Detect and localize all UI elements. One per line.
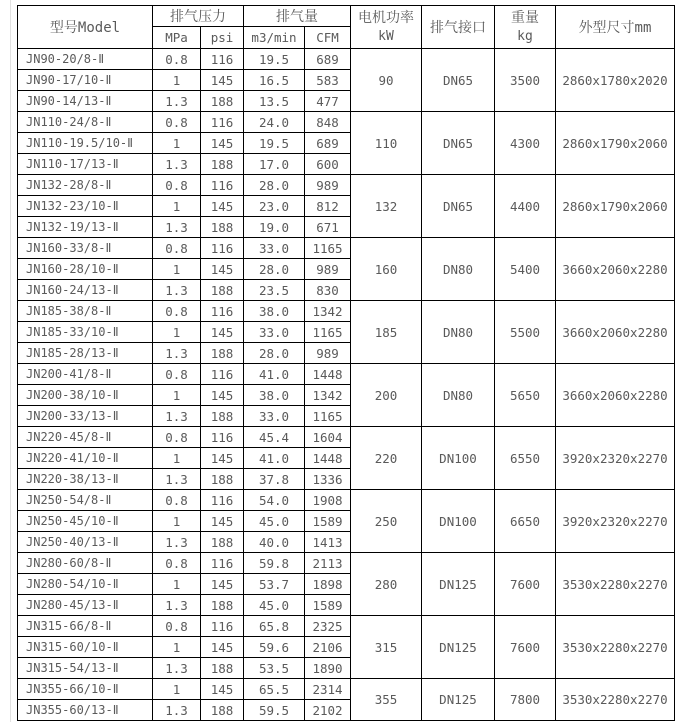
outlet-cell: DN80: [422, 364, 495, 427]
capacity-cfm-cell: 689: [305, 49, 351, 70]
capacity-m3min-cell: 40.0: [244, 532, 305, 553]
pressure-psi-cell: 145: [201, 196, 244, 217]
capacity-cfm-cell: 1604: [305, 427, 351, 448]
header-mpa: MPa: [153, 27, 201, 49]
capacity-m3min-cell: 45.0: [244, 511, 305, 532]
outlet-cell: DN100: [422, 427, 495, 490]
dimensions-cell: 3920x2320x2270: [556, 427, 675, 490]
header-weight: [495, 6, 556, 49]
pressure-psi-cell: 145: [201, 322, 244, 343]
capacity-m3min-cell: 65.5: [244, 679, 305, 700]
weight-cell: 5500: [495, 301, 556, 364]
model-cell: JN250-40/13-Ⅱ: [18, 532, 153, 553]
model-cell: JN220-38/13-Ⅱ: [18, 469, 153, 490]
capacity-m3min-cell: 33.0: [244, 238, 305, 259]
capacity-m3min-cell: 19.5: [244, 133, 305, 154]
header-weight-label: 重量: [511, 9, 539, 26]
capacity-cfm-cell: 1589: [305, 511, 351, 532]
pressure-mpa-cell: 0.8: [153, 238, 201, 259]
outlet-cell: DN100: [422, 490, 495, 553]
pressure-psi-cell: 116: [201, 238, 244, 259]
capacity-cfm-cell: 989: [305, 175, 351, 196]
pressure-psi-cell: 188: [201, 658, 244, 679]
capacity-m3min-cell: 17.0: [244, 154, 305, 175]
pressure-psi-cell: 116: [201, 112, 244, 133]
pressure-psi-cell: 145: [201, 511, 244, 532]
model-cell: JN185-28/13-Ⅱ: [18, 343, 153, 364]
capacity-cfm-cell: 1448: [305, 448, 351, 469]
model-cell: JN160-33/8-Ⅱ: [18, 238, 153, 259]
pressure-mpa-cell: 1: [153, 637, 201, 658]
capacity-m3min-cell: 45.4: [244, 427, 305, 448]
capacity-m3min-cell: 45.0: [244, 595, 305, 616]
capacity-cfm-cell: 848: [305, 112, 351, 133]
pressure-psi-cell: 145: [201, 574, 244, 595]
capacity-cfm-cell: 583: [305, 70, 351, 91]
dimensions-cell: 3530x2280x2270: [556, 553, 675, 616]
pressure-psi-cell: 188: [201, 217, 244, 238]
capacity-m3min-cell: 23.0: [244, 196, 305, 217]
pressure-psi-cell: 188: [201, 532, 244, 553]
motor-power-cell: 250: [351, 490, 422, 553]
pressure-psi-cell: 116: [201, 616, 244, 637]
dimensions-cell: 3660x2060x2280: [556, 364, 675, 427]
pressure-mpa-cell: 1.3: [153, 154, 201, 175]
weight-cell: 3500: [495, 49, 556, 112]
capacity-m3min-cell: 38.0: [244, 301, 305, 322]
model-cell: JN90-17/10-Ⅱ: [18, 70, 153, 91]
capacity-m3min-cell: 53.5: [244, 658, 305, 679]
pressure-mpa-cell: 1.3: [153, 595, 201, 616]
motor-power-cell: 185: [351, 301, 422, 364]
header-motor-power-unit: kW: [378, 28, 394, 44]
capacity-cfm-cell: 1165: [305, 238, 351, 259]
weight-cell: 6550: [495, 427, 556, 490]
outlet-cell: DN80: [422, 301, 495, 364]
dimensions-cell: 3660x2060x2280: [556, 301, 675, 364]
model-cell: JN200-41/8-Ⅱ: [18, 364, 153, 385]
capacity-m3min-cell: 28.0: [244, 343, 305, 364]
capacity-cfm-cell: 689: [305, 133, 351, 154]
model-cell: JN185-33/10-Ⅱ: [18, 322, 153, 343]
capacity-m3min-cell: 54.0: [244, 490, 305, 511]
weight-cell: 5650: [495, 364, 556, 427]
table-row: [18, 49, 675, 70]
motor-power-cell: 160: [351, 238, 422, 301]
model-cell: JN200-38/10-Ⅱ: [18, 385, 153, 406]
table-row: [18, 175, 675, 196]
table-row: [18, 490, 675, 511]
capacity-m3min-cell: 65.8: [244, 616, 305, 637]
capacity-cfm-cell: 1589: [305, 595, 351, 616]
table-row: [18, 616, 675, 637]
model-cell: JN132-28/8-Ⅱ: [18, 175, 153, 196]
weight-cell: 7800: [495, 679, 556, 721]
header-pressure-group: 排气压力: [153, 6, 244, 27]
motor-power-cell: 110: [351, 112, 422, 175]
outlet-cell: DN125: [422, 616, 495, 679]
pressure-mpa-cell: 1: [153, 196, 201, 217]
pressure-psi-cell: 145: [201, 259, 244, 280]
motor-power-cell: 200: [351, 364, 422, 427]
pressure-mpa-cell: 0.8: [153, 301, 201, 322]
capacity-m3min-cell: 59.5: [244, 700, 305, 721]
pressure-mpa-cell: 0.8: [153, 364, 201, 385]
table-row: [18, 301, 675, 322]
capacity-m3min-cell: 38.0: [244, 385, 305, 406]
model-cell: JN160-28/10-Ⅱ: [18, 259, 153, 280]
model-cell: JN160-24/13-Ⅱ: [18, 280, 153, 301]
header-outlet: 排气接口: [422, 6, 495, 49]
pressure-mpa-cell: 1: [153, 448, 201, 469]
pressure-psi-cell: 116: [201, 175, 244, 196]
pressure-mpa-cell: 1: [153, 679, 201, 700]
capacity-m3min-cell: 19.5: [244, 49, 305, 70]
model-cell: JN110-19.5/10-Ⅱ: [18, 133, 153, 154]
weight-cell: 5400: [495, 238, 556, 301]
compressor-spec-table: [17, 5, 675, 721]
pressure-mpa-cell: 1.3: [153, 91, 201, 112]
pressure-mpa-cell: 1: [153, 133, 201, 154]
capacity-cfm-cell: 1413: [305, 532, 351, 553]
table-row: [18, 112, 675, 133]
model-cell: JN355-66/10-Ⅱ: [18, 679, 153, 700]
motor-power-cell: 132: [351, 175, 422, 238]
capacity-cfm-cell: 1165: [305, 322, 351, 343]
pressure-psi-cell: 188: [201, 154, 244, 175]
pressure-mpa-cell: 1: [153, 322, 201, 343]
pressure-mpa-cell: 1: [153, 70, 201, 91]
table-row: [18, 553, 675, 574]
pressure-psi-cell: 188: [201, 469, 244, 490]
pressure-mpa-cell: 0.8: [153, 553, 201, 574]
pressure-psi-cell: 116: [201, 49, 244, 70]
model-cell: JN355-60/13-Ⅱ: [18, 700, 153, 721]
motor-power-cell: 280: [351, 553, 422, 616]
header-model: 型号Model: [18, 6, 153, 49]
capacity-m3min-cell: 13.5: [244, 91, 305, 112]
header-row-1: [18, 6, 675, 27]
capacity-cfm-cell: 1908: [305, 490, 351, 511]
pressure-psi-cell: 145: [201, 70, 244, 91]
pressure-mpa-cell: 1.3: [153, 658, 201, 679]
outlet-cell: DN125: [422, 553, 495, 616]
pressure-psi-cell: 116: [201, 490, 244, 511]
weight-cell: 7600: [495, 616, 556, 679]
model-cell: JN315-54/13-Ⅱ: [18, 658, 153, 679]
capacity-cfm-cell: 989: [305, 343, 351, 364]
model-cell: JN185-38/8-Ⅱ: [18, 301, 153, 322]
dimensions-cell: 3660x2060x2280: [556, 238, 675, 301]
motor-power-cell: 315: [351, 616, 422, 679]
pressure-psi-cell: 188: [201, 91, 244, 112]
capacity-cfm-cell: 477: [305, 91, 351, 112]
capacity-m3min-cell: 41.0: [244, 448, 305, 469]
model-cell: JN200-33/13-Ⅱ: [18, 406, 153, 427]
capacity-m3min-cell: 33.0: [244, 406, 305, 427]
pressure-mpa-cell: 1: [153, 574, 201, 595]
pressure-psi-cell: 116: [201, 301, 244, 322]
pressure-mpa-cell: 1.3: [153, 532, 201, 553]
capacity-m3min-cell: 16.5: [244, 70, 305, 91]
capacity-cfm-cell: 2106: [305, 637, 351, 658]
table-row: [18, 238, 675, 259]
page-left-divider: [10, 0, 11, 722]
pressure-mpa-cell: 1: [153, 259, 201, 280]
capacity-m3min-cell: 28.0: [244, 259, 305, 280]
pressure-psi-cell: 116: [201, 364, 244, 385]
dimensions-cell: 2860x1790x2060: [556, 175, 675, 238]
motor-power-cell: 90: [351, 49, 422, 112]
model-cell: JN110-24/8-Ⅱ: [18, 112, 153, 133]
table-header: [18, 6, 675, 49]
capacity-cfm-cell: 1165: [305, 406, 351, 427]
capacity-cfm-cell: 2325: [305, 616, 351, 637]
capacity-m3min-cell: 24.0: [244, 112, 305, 133]
motor-power-cell: 220: [351, 427, 422, 490]
pressure-mpa-cell: 0.8: [153, 427, 201, 448]
header-motor-power-label: 电机功率: [358, 9, 414, 26]
capacity-cfm-cell: 2314: [305, 679, 351, 700]
pressure-mpa-cell: 1.3: [153, 217, 201, 238]
outlet-cell: DN125: [422, 679, 495, 721]
dimensions-cell: 3920x2320x2270: [556, 490, 675, 553]
model-cell: JN280-54/10-Ⅱ: [18, 574, 153, 595]
pressure-psi-cell: 188: [201, 700, 244, 721]
model-cell: JN280-45/13-Ⅱ: [18, 595, 153, 616]
pressure-psi-cell: 116: [201, 427, 244, 448]
pressure-mpa-cell: 0.8: [153, 175, 201, 196]
capacity-m3min-cell: 23.5: [244, 280, 305, 301]
model-cell: JN110-17/13-Ⅱ: [18, 154, 153, 175]
model-cell: JN132-19/13-Ⅱ: [18, 217, 153, 238]
model-cell: JN220-41/10-Ⅱ: [18, 448, 153, 469]
pressure-mpa-cell: 1: [153, 511, 201, 532]
dimensions-cell: 3530x2280x2270: [556, 616, 675, 679]
pressure-mpa-cell: 1.3: [153, 280, 201, 301]
dimensions-cell: 3530x2280x2270: [556, 679, 675, 721]
motor-power-cell: 355: [351, 679, 422, 721]
model-cell: JN90-14/13-Ⅱ: [18, 91, 153, 112]
pressure-mpa-cell: 1.3: [153, 469, 201, 490]
capacity-cfm-cell: 989: [305, 259, 351, 280]
capacity-m3min-cell: 41.0: [244, 364, 305, 385]
capacity-m3min-cell: 59.6: [244, 637, 305, 658]
pressure-mpa-cell: 0.8: [153, 616, 201, 637]
pressure-mpa-cell: 0.8: [153, 490, 201, 511]
header-psi: psi: [201, 27, 244, 49]
capacity-m3min-cell: 28.0: [244, 175, 305, 196]
table-body: [18, 49, 675, 721]
header-m3min: m3/min: [244, 27, 305, 49]
model-cell: JN132-23/10-Ⅱ: [18, 196, 153, 217]
dimensions-cell: 2860x1780x2020: [556, 49, 675, 112]
pressure-psi-cell: 145: [201, 385, 244, 406]
capacity-cfm-cell: 1342: [305, 301, 351, 322]
weight-cell: 4400: [495, 175, 556, 238]
model-cell: JN280-60/8-Ⅱ: [18, 553, 153, 574]
weight-cell: 6650: [495, 490, 556, 553]
pressure-psi-cell: 116: [201, 553, 244, 574]
header-motor-power: [351, 6, 422, 49]
capacity-m3min-cell: 37.8: [244, 469, 305, 490]
pressure-mpa-cell: 0.8: [153, 49, 201, 70]
pressure-mpa-cell: 1: [153, 385, 201, 406]
capacity-cfm-cell: 812: [305, 196, 351, 217]
pressure-psi-cell: 145: [201, 637, 244, 658]
pressure-mpa-cell: 1.3: [153, 343, 201, 364]
header-cfm: CFM: [305, 27, 351, 49]
table-row: [18, 427, 675, 448]
table-row: [18, 679, 675, 700]
pressure-mpa-cell: 1.3: [153, 700, 201, 721]
weight-cell: 4300: [495, 112, 556, 175]
capacity-cfm-cell: 1448: [305, 364, 351, 385]
header-weight-unit: kg: [517, 28, 533, 44]
model-cell: JN90-20/8-Ⅱ: [18, 49, 153, 70]
dimensions-cell: 2860x1790x2060: [556, 112, 675, 175]
pressure-psi-cell: 188: [201, 280, 244, 301]
pressure-mpa-cell: 1.3: [153, 406, 201, 427]
capacity-cfm-cell: 600: [305, 154, 351, 175]
capacity-m3min-cell: 53.7: [244, 574, 305, 595]
model-cell: JN250-54/8-Ⅱ: [18, 490, 153, 511]
weight-cell: 7600: [495, 553, 556, 616]
capacity-m3min-cell: 33.0: [244, 322, 305, 343]
model-cell: JN220-45/8-Ⅱ: [18, 427, 153, 448]
pressure-psi-cell: 188: [201, 595, 244, 616]
pressure-psi-cell: 145: [201, 679, 244, 700]
pressure-psi-cell: 145: [201, 448, 244, 469]
table-row: [18, 364, 675, 385]
capacity-cfm-cell: 1336: [305, 469, 351, 490]
capacity-cfm-cell: 1890: [305, 658, 351, 679]
capacity-m3min-cell: 19.0: [244, 217, 305, 238]
capacity-cfm-cell: 1898: [305, 574, 351, 595]
outlet-cell: DN65: [422, 112, 495, 175]
pressure-psi-cell: 145: [201, 133, 244, 154]
pressure-mpa-cell: 0.8: [153, 112, 201, 133]
outlet-cell: DN65: [422, 49, 495, 112]
model-cell: JN250-45/10-Ⅱ: [18, 511, 153, 532]
capacity-cfm-cell: 671: [305, 217, 351, 238]
pressure-psi-cell: 188: [201, 406, 244, 427]
capacity-cfm-cell: 2102: [305, 700, 351, 721]
pressure-psi-cell: 188: [201, 343, 244, 364]
outlet-cell: DN65: [422, 175, 495, 238]
header-capacity-group: 排气量: [244, 6, 351, 27]
header-dimensions: 外型尺寸mm: [556, 6, 675, 49]
model-cell: JN315-66/8-Ⅱ: [18, 616, 153, 637]
capacity-cfm-cell: 2113: [305, 553, 351, 574]
outlet-cell: DN80: [422, 238, 495, 301]
capacity-cfm-cell: 830: [305, 280, 351, 301]
capacity-cfm-cell: 1342: [305, 385, 351, 406]
model-cell: JN315-60/10-Ⅱ: [18, 637, 153, 658]
capacity-m3min-cell: 59.8: [244, 553, 305, 574]
